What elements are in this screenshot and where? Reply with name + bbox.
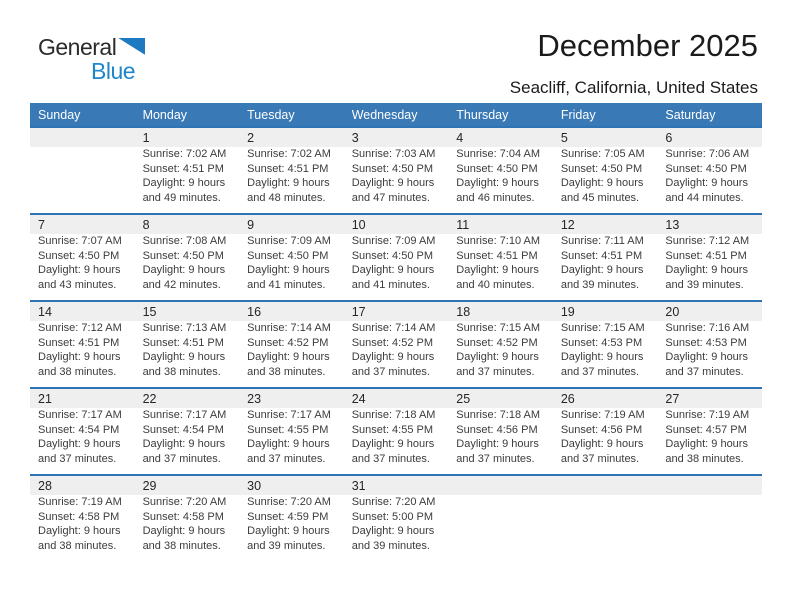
calendar-day-cell: [553, 215, 658, 300]
sunset-text: Sunset: 4:54 PM: [142, 423, 224, 436]
sunrise-text: Sunrise: 7:02 AM: [247, 148, 331, 160]
sunrise-text: Sunrise: 7:02 AM: [142, 148, 227, 160]
calendar-day-cell: [657, 302, 762, 387]
calendar-body: [30, 126, 762, 561]
sunrise-text: Sunrise: 7:20 AM: [351, 496, 436, 508]
calendar-day-cell: [30, 389, 135, 474]
daylight-text-line2: and 38 minutes.: [142, 539, 221, 552]
sunset-text: Sunset: 4:50 PM: [560, 162, 643, 175]
daylight-text-line2: and 38 minutes.: [665, 452, 744, 465]
sunrise-text: Sunrise: 7:10 AM: [456, 235, 541, 247]
sunset-text: Sunset: 5:00 PM: [351, 510, 434, 523]
day-number: 16: [247, 305, 262, 319]
calendar-day-cell: [135, 302, 240, 387]
daylight-text-line1: Daylight: 9 hours: [38, 351, 121, 363]
sunrise-text: Sunrise: 7:06 AM: [665, 148, 750, 160]
calendar-day-cell: [344, 476, 449, 561]
sunset-text: Sunset: 4:57 PM: [665, 423, 747, 436]
day-number: 21: [38, 392, 52, 406]
calendar-day-cell: [553, 389, 658, 474]
calendar-day-cell: [553, 128, 658, 213]
calendar-day-cell: [239, 476, 344, 561]
daylight-text-line2: and 37 minutes.: [142, 452, 221, 465]
logo-text-general: General: [38, 34, 117, 60]
calendar-day-cell: [135, 476, 240, 561]
daylight-text-line2: and 37 minutes.: [247, 452, 326, 465]
sunrise-text: Sunrise: 7:18 AM: [351, 409, 436, 421]
day-number: 17: [351, 305, 366, 319]
sunset-text: Sunset: 4:51 PM: [142, 162, 224, 175]
daylight-text-line1: Daylight: 9 hours: [351, 177, 435, 189]
day-number: 11: [456, 218, 470, 232]
sunset-text: Sunset: 4:50 PM: [351, 249, 434, 262]
calendar-day-cell: [30, 215, 135, 300]
sunrise-text: Sunrise: 7:16 AM: [665, 322, 750, 334]
daylight-text-line2: and 41 minutes.: [351, 278, 430, 291]
calendar-day-cell: [135, 389, 240, 474]
sunset-text: Sunset: 4:50 PM: [247, 249, 329, 262]
calendar-day-cell: [448, 302, 553, 387]
daylight-text-line1: Daylight: 9 hours: [456, 438, 539, 450]
sunset-text: Sunset: 4:54 PM: [38, 423, 120, 436]
day-number: 7: [38, 218, 45, 232]
sunset-text: Sunset: 4:51 PM: [560, 249, 643, 262]
daylight-text-line2: and 37 minutes.: [560, 452, 640, 465]
day-number: 28: [38, 479, 52, 493]
day-number: 31: [351, 479, 366, 493]
daylight-text-line2: and 37 minutes.: [351, 452, 430, 465]
day-number: 15: [142, 305, 157, 319]
sunset-text: Sunset: 4:50 PM: [665, 162, 747, 175]
day-number: 25: [456, 392, 471, 406]
day-number: 1: [142, 131, 150, 145]
calendar-day-cell: [657, 128, 762, 213]
daylight-text-line1: Daylight: 9 hours: [351, 438, 435, 450]
sunrise-text: Sunrise: 7:09 AM: [247, 235, 331, 247]
daylight-text-line2: and 49 minutes.: [142, 191, 221, 204]
day-number: 26: [560, 392, 575, 406]
daylight-text-line1: Daylight: 9 hours: [247, 525, 330, 537]
sunset-text: Sunset: 4:51 PM: [38, 336, 120, 349]
day-number: 12: [560, 218, 575, 232]
calendar-day-cell: [239, 128, 344, 213]
daylight-text-line1: Daylight: 9 hours: [38, 525, 121, 537]
sunset-text: Sunset: 4:51 PM: [665, 249, 747, 262]
sunset-text: Sunset: 4:51 PM: [142, 336, 224, 349]
calendar-day-cell: [239, 215, 344, 300]
daylight-text-line1: Daylight: 9 hours: [351, 525, 435, 537]
daylight-text-line2: and 39 minutes.: [247, 539, 326, 552]
calendar-day-cell: [239, 389, 344, 474]
sunset-text: Sunset: 4:50 PM: [456, 162, 538, 175]
calendar-week-row: [30, 387, 762, 474]
daylight-text-line1: Daylight: 9 hours: [665, 177, 748, 189]
weekday-header-wednesday: Wednesday: [351, 107, 418, 122]
calendar-week-row: [30, 213, 762, 300]
day-number: 14: [38, 305, 52, 319]
day-number: 6: [665, 131, 673, 145]
daylight-text-line1: Daylight: 9 hours: [665, 351, 748, 363]
calendar-day-cell: [30, 128, 135, 213]
weekday-header-friday: Friday: [560, 107, 596, 122]
daylight-text-line2: and 43 minutes.: [38, 278, 117, 291]
daylight-text-line2: and 37 minutes.: [351, 365, 430, 378]
sunset-text: Sunset: 4:52 PM: [456, 336, 538, 349]
daylight-text-line2: and 39 minutes.: [351, 539, 430, 552]
header-titles: [510, 28, 758, 98]
daylight-text-line2: and 38 minutes.: [38, 365, 117, 378]
calendar-day-cell: [239, 302, 344, 387]
day-number: [38, 128, 131, 147]
day-number: [665, 476, 758, 495]
calendar: [30, 103, 762, 561]
sunset-text: Sunset: 4:56 PM: [560, 423, 643, 436]
calendar-day-cell: [448, 128, 553, 213]
page-subtitle: Seacliff, California, United States: [509, 78, 758, 97]
sunrise-text: Sunrise: 7:14 AM: [351, 322, 436, 334]
daylight-text-line1: Daylight: 9 hours: [142, 264, 226, 276]
sunset-text: Sunset: 4:56 PM: [456, 423, 538, 436]
sunrise-text: Sunrise: 7:12 AM: [665, 235, 750, 247]
daylight-text-line2: and 38 minutes.: [38, 539, 117, 552]
daylight-text-line2: and 38 minutes.: [247, 365, 326, 378]
calendar-day-cell: [30, 302, 135, 387]
sunset-text: Sunset: 4:58 PM: [38, 510, 120, 523]
daylight-text-line2: and 37 minutes.: [560, 365, 640, 378]
sunrise-text: Sunrise: 7:07 AM: [38, 235, 122, 247]
sunset-text: Sunset: 4:50 PM: [38, 249, 120, 262]
sunrise-text: Sunrise: 7:11 AM: [560, 235, 644, 247]
sunrise-text: Sunrise: 7:18 AM: [456, 409, 541, 421]
calendar-day-cell: [344, 128, 449, 213]
calendar-day-cell: [30, 476, 135, 561]
daylight-text-line1: Daylight: 9 hours: [142, 351, 226, 363]
daylight-text-line2: and 42 minutes.: [142, 278, 221, 291]
daylight-text-line2: and 46 minutes.: [456, 191, 535, 204]
sunset-text: Sunset: 4:55 PM: [247, 423, 329, 436]
calendar-day-cell: [344, 389, 449, 474]
day-number: 2: [247, 131, 255, 145]
daylight-text-line1: Daylight: 9 hours: [560, 264, 644, 276]
weekday-header-saturday: Saturday: [665, 107, 716, 122]
daylight-text-line1: Daylight: 9 hours: [560, 177, 644, 189]
daylight-text-line1: Daylight: 9 hours: [247, 351, 330, 363]
weekday-header-tuesday: Tuesday: [247, 107, 295, 122]
day-number: [561, 476, 654, 495]
daylight-text-line2: and 47 minutes.: [351, 191, 430, 204]
day-number: 29: [142, 479, 157, 493]
sunrise-text: Sunrise: 7:09 AM: [351, 235, 436, 247]
day-number: 18: [456, 305, 471, 319]
daylight-text-line2: and 39 minutes.: [560, 278, 640, 291]
day-number: 9: [247, 218, 255, 232]
daylight-text-line2: and 48 minutes.: [247, 191, 326, 204]
daylight-text-line1: Daylight: 9 hours: [665, 438, 748, 450]
sunrise-text: Sunrise: 7:03 AM: [351, 148, 436, 160]
sunrise-text: Sunrise: 7:17 AM: [38, 409, 122, 421]
daylight-text-line2: and 37 minutes.: [456, 365, 535, 378]
sunset-text: Sunset: 4:59 PM: [247, 510, 329, 523]
calendar-day-cell: [657, 476, 762, 561]
calendar-week-row: [30, 474, 762, 561]
sunrise-text: Sunrise: 7:20 AM: [142, 496, 227, 508]
daylight-text-line1: Daylight: 9 hours: [247, 177, 330, 189]
day-number: 13: [665, 218, 680, 232]
calendar-day-cell: [344, 215, 449, 300]
day-number: 20: [665, 305, 680, 319]
daylight-text-line2: and 41 minutes.: [247, 278, 326, 291]
daylight-text-line2: and 39 minutes.: [665, 278, 744, 291]
sunset-text: Sunset: 4:51 PM: [247, 162, 329, 175]
page-title: December 2025: [537, 28, 758, 63]
day-number: 24: [351, 392, 366, 406]
calendar-day-cell: [553, 302, 658, 387]
daylight-text-line1: Daylight: 9 hours: [456, 351, 539, 363]
sunset-text: Sunset: 4:50 PM: [142, 249, 224, 262]
sunset-text: Sunset: 4:55 PM: [351, 423, 434, 436]
day-number: 8: [142, 218, 150, 232]
daylight-text-line1: Daylight: 9 hours: [247, 264, 330, 276]
calendar-day-cell: [135, 128, 240, 213]
daylight-text-line1: Daylight: 9 hours: [456, 264, 539, 276]
sunrise-text: Sunrise: 7:12 AM: [38, 322, 122, 334]
sunrise-text: Sunrise: 7:15 AM: [560, 322, 645, 334]
weekday-header-thursday: Thursday: [456, 107, 509, 122]
daylight-text-line2: and 38 minutes.: [142, 365, 221, 378]
daylight-text-line2: and 37 minutes.: [665, 365, 744, 378]
day-number: 5: [560, 131, 568, 145]
general-blue-logo: [38, 36, 145, 83]
weekday-header-row: [30, 103, 762, 126]
day-number: 10: [351, 218, 366, 232]
calendar-day-cell: [448, 476, 553, 561]
sunrise-text: Sunrise: 7:04 AM: [456, 148, 541, 160]
sunset-text: Sunset: 4:50 PM: [351, 162, 434, 175]
daylight-text-line2: and 44 minutes.: [665, 191, 744, 204]
sunrise-text: Sunrise: 7:19 AM: [38, 496, 122, 508]
day-number: 30: [247, 479, 262, 493]
daylight-text-line2: and 37 minutes.: [38, 452, 117, 465]
sunset-text: Sunset: 4:58 PM: [142, 510, 224, 523]
daylight-text-line1: Daylight: 9 hours: [142, 177, 226, 189]
calendar-day-cell: [344, 302, 449, 387]
calendar-day-cell: [553, 476, 658, 561]
day-number: 22: [142, 392, 157, 406]
calendar-day-cell: [135, 215, 240, 300]
day-number: [456, 476, 549, 495]
daylight-text-line1: Daylight: 9 hours: [560, 438, 644, 450]
daylight-text-line1: Daylight: 9 hours: [560, 351, 644, 363]
weekday-header-monday: Monday: [142, 107, 188, 122]
sunrise-text: Sunrise: 7:15 AM: [456, 322, 541, 334]
logo-text-blue: Blue: [91, 58, 136, 84]
day-number: 4: [456, 131, 464, 145]
day-number: 3: [351, 131, 359, 145]
sunrise-text: Sunrise: 7:17 AM: [247, 409, 331, 421]
sunset-text: Sunset: 4:51 PM: [456, 249, 538, 262]
sunrise-text: Sunrise: 7:19 AM: [665, 409, 750, 421]
calendar-week-row: [30, 300, 762, 387]
sunrise-text: Sunrise: 7:13 AM: [142, 322, 227, 334]
day-number: 23: [247, 392, 262, 406]
sunset-text: Sunset: 4:52 PM: [351, 336, 434, 349]
sunset-text: Sunset: 4:53 PM: [665, 336, 747, 349]
sunset-text: Sunset: 4:52 PM: [247, 336, 329, 349]
day-number: 27: [665, 392, 680, 406]
daylight-text-line2: and 45 minutes.: [560, 191, 640, 204]
sunset-text: Sunset: 4:53 PM: [560, 336, 643, 349]
calendar-day-cell: [657, 215, 762, 300]
weekday-header-sunday: Sunday: [38, 107, 81, 122]
daylight-text-line2: and 37 minutes.: [456, 452, 535, 465]
daylight-text-line1: Daylight: 9 hours: [665, 264, 748, 276]
sunrise-text: Sunrise: 7:17 AM: [142, 409, 227, 421]
daylight-text-line1: Daylight: 9 hours: [142, 525, 226, 537]
calendar-week-row: [30, 126, 762, 213]
sunrise-text: Sunrise: 7:05 AM: [560, 148, 645, 160]
sunrise-text: Sunrise: 7:08 AM: [142, 235, 227, 247]
daylight-text-line1: Daylight: 9 hours: [38, 438, 121, 450]
calendar-day-cell: [448, 389, 553, 474]
daylight-text-line1: Daylight: 9 hours: [351, 351, 435, 363]
calendar-day-cell: [448, 215, 553, 300]
daylight-text-line1: Daylight: 9 hours: [247, 438, 330, 450]
sunrise-text: Sunrise: 7:14 AM: [247, 322, 331, 334]
day-number: 19: [560, 305, 575, 319]
daylight-text-line1: Daylight: 9 hours: [38, 264, 121, 276]
daylight-text-line1: Daylight: 9 hours: [142, 438, 226, 450]
sunrise-text: Sunrise: 7:19 AM: [560, 409, 645, 421]
daylight-text-line1: Daylight: 9 hours: [456, 177, 539, 189]
daylight-text-line1: Daylight: 9 hours: [351, 264, 435, 276]
logo-triangle-icon: [118, 38, 145, 55]
daylight-text-line2: and 40 minutes.: [456, 278, 535, 291]
calendar-day-cell: [657, 389, 762, 474]
sunrise-text: Sunrise: 7:20 AM: [247, 496, 331, 508]
